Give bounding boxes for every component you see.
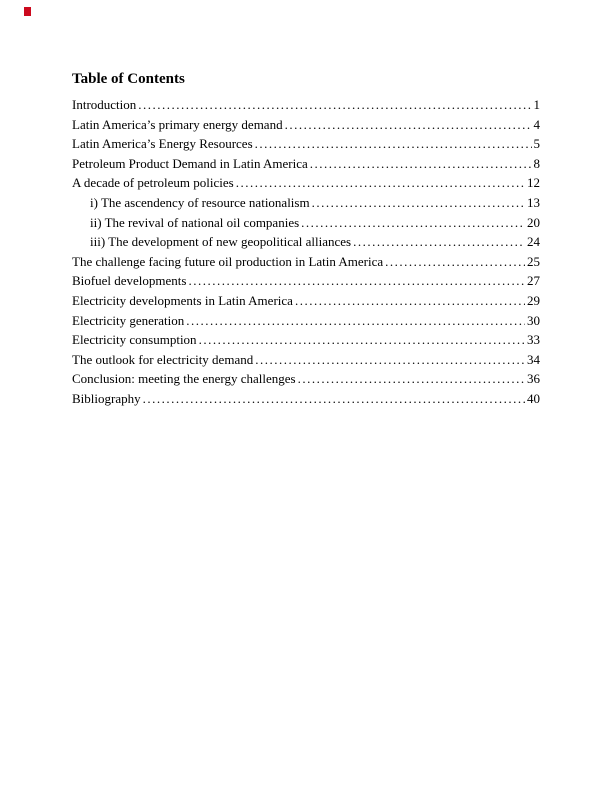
toc-entry-title: iii) The development of new geopolitical alliances bbox=[90, 234, 352, 250]
toc-entry-page: 34 bbox=[527, 351, 540, 367]
toc-entry-title: i) The ascendency of resource nationalism bbox=[90, 194, 310, 210]
toc-entry-title: Electricity consumption bbox=[72, 332, 197, 348]
toc-entry-title: The outlook for electricity demand bbox=[72, 351, 254, 367]
toc-leader-dots bbox=[188, 271, 525, 291]
toc-entry-title: The challenge facing future oil production in Latin America bbox=[72, 253, 384, 269]
toc-entry-page: 1 bbox=[533, 97, 540, 112]
toc-leader-dots bbox=[353, 232, 525, 252]
toc-leader-dots bbox=[138, 95, 531, 115]
toc-leader-dots bbox=[312, 193, 525, 213]
toc-leader-dots bbox=[255, 350, 525, 370]
toc-section bbox=[72, 70, 540, 409]
toc-leader-dots bbox=[186, 311, 525, 331]
toc-entry-title: Bibliography bbox=[72, 390, 141, 406]
toc-entry-page: 30 bbox=[527, 312, 540, 328]
toc-entry[interactable] bbox=[72, 291, 540, 311]
toc-entry-title: Petroleum Product Demand in Latin America bbox=[72, 155, 308, 171]
toc-entry-title: Latin America’s Energy Resources bbox=[72, 136, 253, 152]
toc-entry[interactable] bbox=[72, 134, 540, 154]
toc-entry[interactable] bbox=[72, 173, 540, 193]
toc-entry[interactable] bbox=[72, 95, 540, 115]
toc-entry-title: Electricity developments in Latin America bbox=[72, 292, 293, 308]
toc-entry-page: 40 bbox=[527, 390, 540, 406]
toc-leader-dots bbox=[295, 291, 525, 311]
toc-leader-dots bbox=[310, 154, 532, 174]
toc-leader-dots bbox=[199, 330, 525, 350]
red-mark bbox=[24, 7, 31, 16]
toc-list bbox=[72, 95, 540, 409]
toc-entry[interactable] bbox=[72, 350, 540, 370]
toc-entry-page: 25 bbox=[527, 253, 540, 269]
toc-heading: Table of Contents bbox=[72, 71, 185, 87]
toc-leader-dots bbox=[385, 252, 525, 272]
toc-entry-page: 5 bbox=[533, 136, 540, 152]
toc-leader-dots bbox=[301, 213, 525, 233]
toc-entry-title: Conclusion: meeting the energy challenges bbox=[72, 371, 296, 387]
toc-entry-page: 33 bbox=[527, 332, 540, 348]
toc-entry-page: 13 bbox=[527, 194, 540, 210]
toc-entry-page: 8 bbox=[533, 155, 540, 171]
toc-entry-page: 29 bbox=[527, 292, 540, 308]
toc-entry-title: Introduction bbox=[72, 97, 137, 112]
toc-entry[interactable] bbox=[72, 115, 540, 135]
toc-entry[interactable] bbox=[72, 271, 540, 291]
toc-leader-dots bbox=[255, 134, 532, 154]
toc-entry-title: A decade of petroleum policies bbox=[72, 175, 234, 191]
toc-entry[interactable] bbox=[72, 311, 540, 331]
toc-entry[interactable] bbox=[72, 389, 540, 409]
toc-entry-title: Electricity generation bbox=[72, 312, 185, 328]
toc-leader-dots bbox=[236, 173, 525, 193]
toc-entry-page: 4 bbox=[533, 116, 540, 132]
toc-leader-dots bbox=[143, 389, 525, 409]
toc-entry[interactable] bbox=[72, 330, 540, 350]
toc-entry[interactable] bbox=[72, 369, 540, 389]
toc-entry-title: Biofuel developments bbox=[72, 273, 187, 289]
toc-entry-page: 27 bbox=[527, 273, 540, 289]
toc-entry[interactable] bbox=[72, 252, 540, 272]
toc-entry-page: 12 bbox=[527, 175, 540, 191]
toc-entry-title: Latin America’s primary energy demand bbox=[72, 116, 283, 132]
toc-entry[interactable] bbox=[72, 232, 540, 252]
toc-leader-dots bbox=[285, 115, 532, 135]
toc-entry[interactable] bbox=[72, 154, 540, 174]
toc-entry[interactable] bbox=[72, 213, 540, 233]
toc-entry-page: 24 bbox=[527, 234, 540, 250]
toc-leader-dots bbox=[298, 369, 525, 389]
toc-entry-page: 20 bbox=[527, 214, 540, 230]
toc-entry-title: ii) The revival of national oil companies bbox=[90, 214, 300, 230]
toc-entry-page: 36 bbox=[527, 371, 540, 387]
toc-entry[interactable] bbox=[72, 193, 540, 213]
